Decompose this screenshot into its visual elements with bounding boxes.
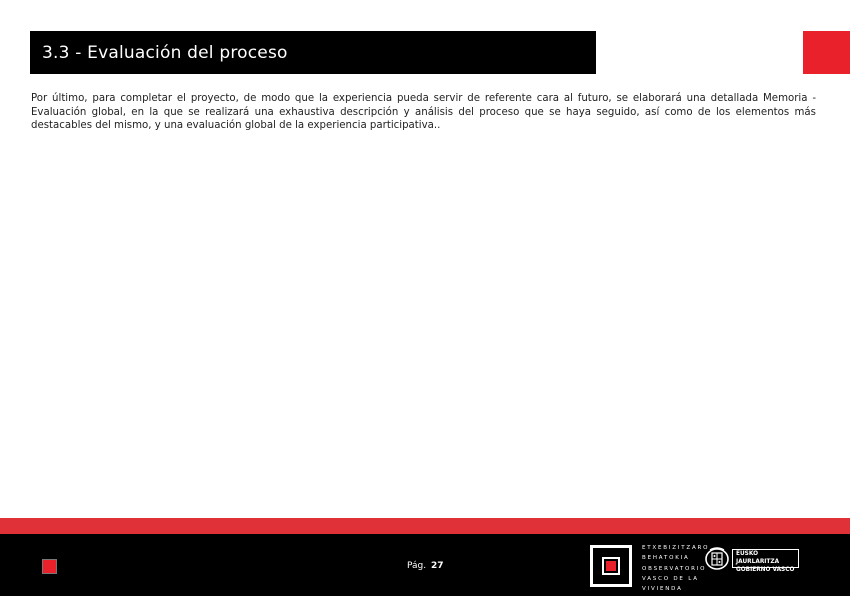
page-number: [407, 561, 444, 571]
page-label: Pág.: [407, 561, 427, 571]
gobierno-vasco-line: GOBIERNO VASCO: [736, 567, 795, 573]
observatorio-line: VIVIENDA: [642, 586, 683, 593]
gobierno-vasco-line: EUSKO JAURLARITZA: [736, 551, 780, 565]
observatorio-text: [642, 543, 710, 594]
gobierno-vasco-label: [732, 549, 799, 573]
observatorio-logo: [590, 545, 632, 587]
observatorio-logo-core: [606, 561, 616, 571]
footer-red-band: [0, 518, 850, 534]
observatorio-logo-inner: [602, 557, 620, 575]
footer-red-square-icon: [42, 559, 57, 574]
body-paragraph: Por último, para completar el proyecto, de modo que la experiencia pueda servir de referente cara al futuro, se elaborará una detallada Memoria - Evaluación global, en la que se realizará una exhaustiva descripción y análisis del proceso que se haya seguido, así como de los elementos más destacables del mismo, y una evaluación global de la experiencia participativa..: [31, 93, 816, 131]
observatorio-line: ETXEBIZITZARO: [642, 545, 710, 551]
observatorio-line: VASCO DE LA: [642, 575, 699, 582]
page-number-value: 27: [431, 561, 444, 571]
gobierno-vasco-emblem-icon: [704, 545, 730, 571]
observatorio-line: OBSERVATORIO: [642, 565, 707, 572]
red-accent-square: [803, 31, 850, 74]
section-title-bar: [30, 31, 596, 74]
observatorio-line: BEHATOKIA: [642, 555, 690, 562]
section-title: 3.3 - Evaluación del proceso: [42, 42, 288, 63]
